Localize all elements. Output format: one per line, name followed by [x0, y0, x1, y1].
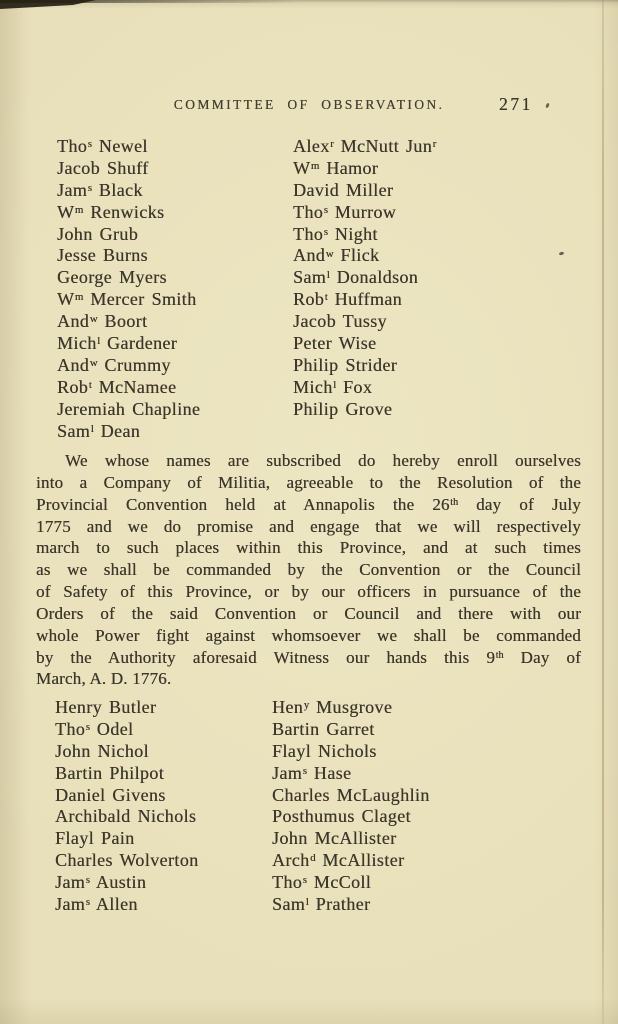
roster-name: And$^w$ Boort	[57, 311, 148, 332]
roster-name: Philip Grove	[293, 398, 393, 419]
oath-paragraph-line: as we shall be commanded by the Convention or the Council	[36, 560, 581, 580]
oath-paragraph-line: march to such places within this Province, and at such times	[36, 538, 581, 558]
oath-paragraph-line: by the Authority aforesaid Witness our hands this 9th Day of	[36, 647, 581, 667]
roster-name: Charles McLaughlin	[272, 784, 430, 805]
roster-name: Sam$^l$ Donaldson	[293, 267, 419, 288]
roster-name: Tho$^s$ Odel	[55, 718, 134, 739]
roster-name: Jeremiah Chapline	[57, 398, 201, 419]
roster-name: George Myers	[57, 267, 167, 288]
roster-name: John Grub	[57, 223, 139, 244]
oath-paragraph-line: We whose names are subscribed do hereby enroll ourselves	[65, 451, 581, 470]
roster-name: Jam$^s$ Allen	[55, 894, 138, 915]
ink-speck	[559, 251, 565, 255]
roster-name: Jacob Tussy	[293, 311, 387, 332]
oath-paragraph-line: whole Power fight against whomsoever we shall be commanded	[36, 625, 581, 645]
roster-name: Charles Wolverton	[55, 850, 199, 871]
roster-name: Tho$^s$ Night	[293, 223, 378, 244]
roster-name: Hen$^y$ Musgrove	[272, 697, 393, 717]
roster-top-column-2	[293, 136, 436, 421]
roster-top-column-1	[57, 136, 200, 442]
roster-name: $W^m$ Renwicks	[57, 201, 165, 222]
roster-name: And$^w$ Flick	[293, 245, 380, 266]
roster-name: Mich$^l$ Fox	[293, 376, 373, 397]
roster-name: And$^w$ Crummy	[57, 354, 171, 375]
page-edge-crease	[602, 0, 604, 1024]
oath-paragraph	[36, 450, 581, 690]
roster-name: Tho$^s$ Newel	[57, 136, 148, 156]
roster-name: Bartin Philpot	[55, 762, 165, 783]
roster-name: Alex$^r$ McNutt Jun$^r$	[293, 136, 437, 156]
roster-bottom-column-2	[272, 697, 430, 916]
roster-name: Bartin Garret	[272, 718, 375, 739]
roster-name: Jam$^s$ Hase	[272, 762, 352, 783]
running-title: COMMITTEE OF OBSERVATION.	[173, 97, 445, 112]
roster-name: Philip Strider	[293, 354, 398, 375]
roster-name: Posthumus Claget	[272, 806, 411, 827]
roster-name: Tho$^s$ Murrow	[293, 201, 397, 222]
oath-paragraph-line: 1775 and we do promise and engage that we will respectively	[36, 516, 581, 536]
oath-paragraph-line: Orders of the said Convention or Council and there with our	[36, 603, 581, 623]
page-number: 271	[499, 94, 533, 114]
oath-paragraph-line: Provincial Convention held at Annapolis the 26th day of July	[36, 494, 581, 514]
scan-top-edge-shadow	[0, 0, 310, 3]
roster-name: Sam$^l$ Prather	[272, 894, 371, 915]
roster-name: Jesse Burns	[57, 245, 148, 266]
roster-name: John McAllister	[272, 828, 397, 849]
roster-name: Tho$^s$ McColl	[272, 872, 372, 893]
roster-name: Jam$^s$ Austin	[55, 872, 147, 893]
roster-name: Arch$^d$ McAllister	[272, 850, 405, 871]
oath-paragraph-line: March, A. D. 1776.	[36, 669, 172, 689]
roster-name: Jacob Shuff	[57, 157, 149, 178]
roster-name: Flayl Nichols	[272, 740, 377, 761]
roster-name: David Miller	[293, 179, 394, 200]
roster-name: Rob$^t$ McNamee	[57, 376, 177, 397]
roster-name: Daniel Givens	[55, 784, 166, 805]
roster-name: Rob$^t$ Huffman	[293, 289, 403, 310]
roster-name: Flayl Pain	[55, 828, 135, 849]
roster-bottom-column-1	[55, 697, 199, 916]
oath-paragraph-line: into a Company of Militia, agreeable to the Resolution of the	[36, 472, 581, 492]
roster-name: Sam$^l$ Dean	[57, 420, 141, 441]
roster-name: $W^m$ Mercer Smith	[57, 289, 197, 310]
roster-name: Mich$^l$ Gardener	[57, 333, 178, 354]
roster-name: John Nichol	[55, 740, 149, 761]
roster-name: Jam$^s$ Black	[57, 179, 143, 200]
roster-name: $W^m$ Hamor	[293, 157, 379, 178]
roster-name: Peter Wise	[293, 333, 377, 354]
roster-name: Henry Butler	[55, 697, 157, 717]
roster-name: Archibald Nichols	[55, 806, 197, 827]
oath-paragraph-line: of Safety of this Province, or by our officers in pursuance of the	[36, 582, 581, 602]
